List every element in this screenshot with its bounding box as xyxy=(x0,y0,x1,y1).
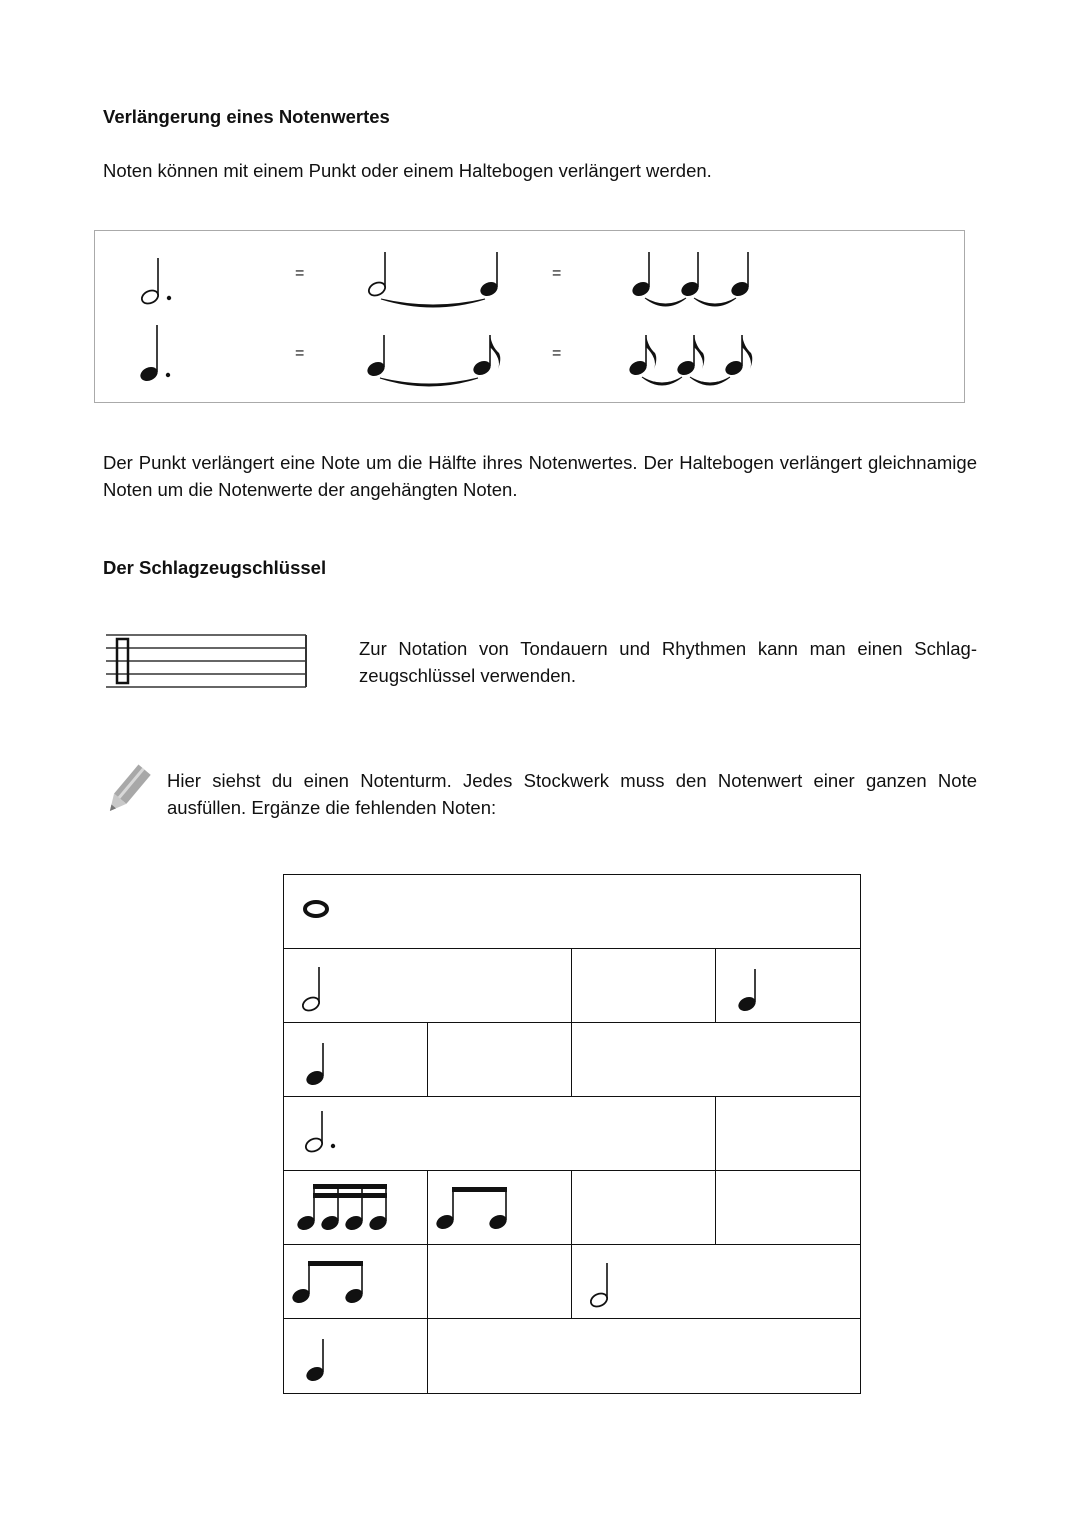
beam xyxy=(313,1193,387,1198)
tower-cell-quarter xyxy=(716,949,860,1023)
tower-cell-empty[interactable] xyxy=(716,1171,860,1245)
beam xyxy=(313,1184,387,1189)
quarter-note-icon xyxy=(737,969,757,1013)
quarter-note-icon xyxy=(296,1185,316,1232)
tower-cell-empty[interactable] xyxy=(428,1319,860,1393)
tower-cell-empty[interactable] xyxy=(572,949,716,1023)
tower-cell-whole xyxy=(284,875,860,949)
equals-sign: = xyxy=(295,345,305,362)
section-heading-extension: Verlängerung eines Notenwertes xyxy=(103,106,390,127)
tower-cell-eighths-2 xyxy=(284,1245,428,1319)
tower-cell-half xyxy=(284,949,572,1023)
beam xyxy=(308,1261,363,1266)
dotted-half-note-icon xyxy=(304,1111,335,1154)
equals-sign: = xyxy=(295,265,305,282)
note-extension-examples-box xyxy=(94,230,965,403)
tower-cell-sixteenths-4 xyxy=(284,1171,428,1245)
tower-cell-half xyxy=(572,1245,860,1319)
quarter-note-icon xyxy=(488,1188,508,1231)
tower-cell-empty[interactable] xyxy=(572,1023,860,1097)
tower-cell-dotted-half xyxy=(284,1097,716,1171)
half-note-icon xyxy=(301,967,321,1013)
explanation-text: Der Punkt verlängert eine Note um die Hälfte ihres Notenwertes. Der Haltebogen verlängert gleichnamige Noten um die Notenwerte der angehängten Noten. xyxy=(103,452,977,500)
drum-clef-staff xyxy=(106,635,306,687)
equals-sign: = xyxy=(552,265,562,282)
quarter-note-icon xyxy=(320,1185,340,1232)
tower-cell-empty[interactable] xyxy=(572,1171,716,1245)
equals-sign: = xyxy=(552,345,562,362)
drum-clef-text: Zur Notation von Tondauern und Rhythmen kann man einen Schlag-zeugschlüssel verwenden. xyxy=(359,638,977,686)
note-tower-table xyxy=(283,874,861,1394)
beam xyxy=(452,1187,507,1192)
half-note-icon xyxy=(589,1263,609,1309)
quarter-note-icon xyxy=(344,1185,364,1232)
quarter-note-icon xyxy=(305,1043,325,1087)
quarter-note-icon xyxy=(291,1262,311,1305)
tower-cell-empty[interactable] xyxy=(428,1245,572,1319)
tower-cell-quarter xyxy=(284,1319,428,1393)
whole-note-icon xyxy=(305,902,327,916)
quarter-note-icon xyxy=(368,1185,388,1232)
intro-text: Noten können mit einem Punkt oder einem Haltebogen verlängert werden. xyxy=(103,160,712,181)
pencil-icon xyxy=(100,764,156,818)
section-heading-drum-clef: Der Schlagzeugschlüssel xyxy=(103,557,327,578)
tower-cell-empty[interactable] xyxy=(716,1097,860,1171)
quarter-note-icon xyxy=(344,1262,364,1305)
exercise-instruction: Hier siehst du einen Notenturm. Jedes Stockwerk muss den Notenwert einer ganzen Note ausfüllen. Ergänze die fehlenden Noten: xyxy=(167,770,977,818)
tower-cell-eighths-2 xyxy=(428,1171,572,1245)
tower-cell-empty[interactable] xyxy=(428,1023,572,1097)
tower-cell-quarter xyxy=(284,1023,428,1097)
quarter-note-icon xyxy=(435,1188,455,1231)
quarter-note-icon xyxy=(305,1339,325,1383)
drum-clef-icon xyxy=(117,639,128,683)
